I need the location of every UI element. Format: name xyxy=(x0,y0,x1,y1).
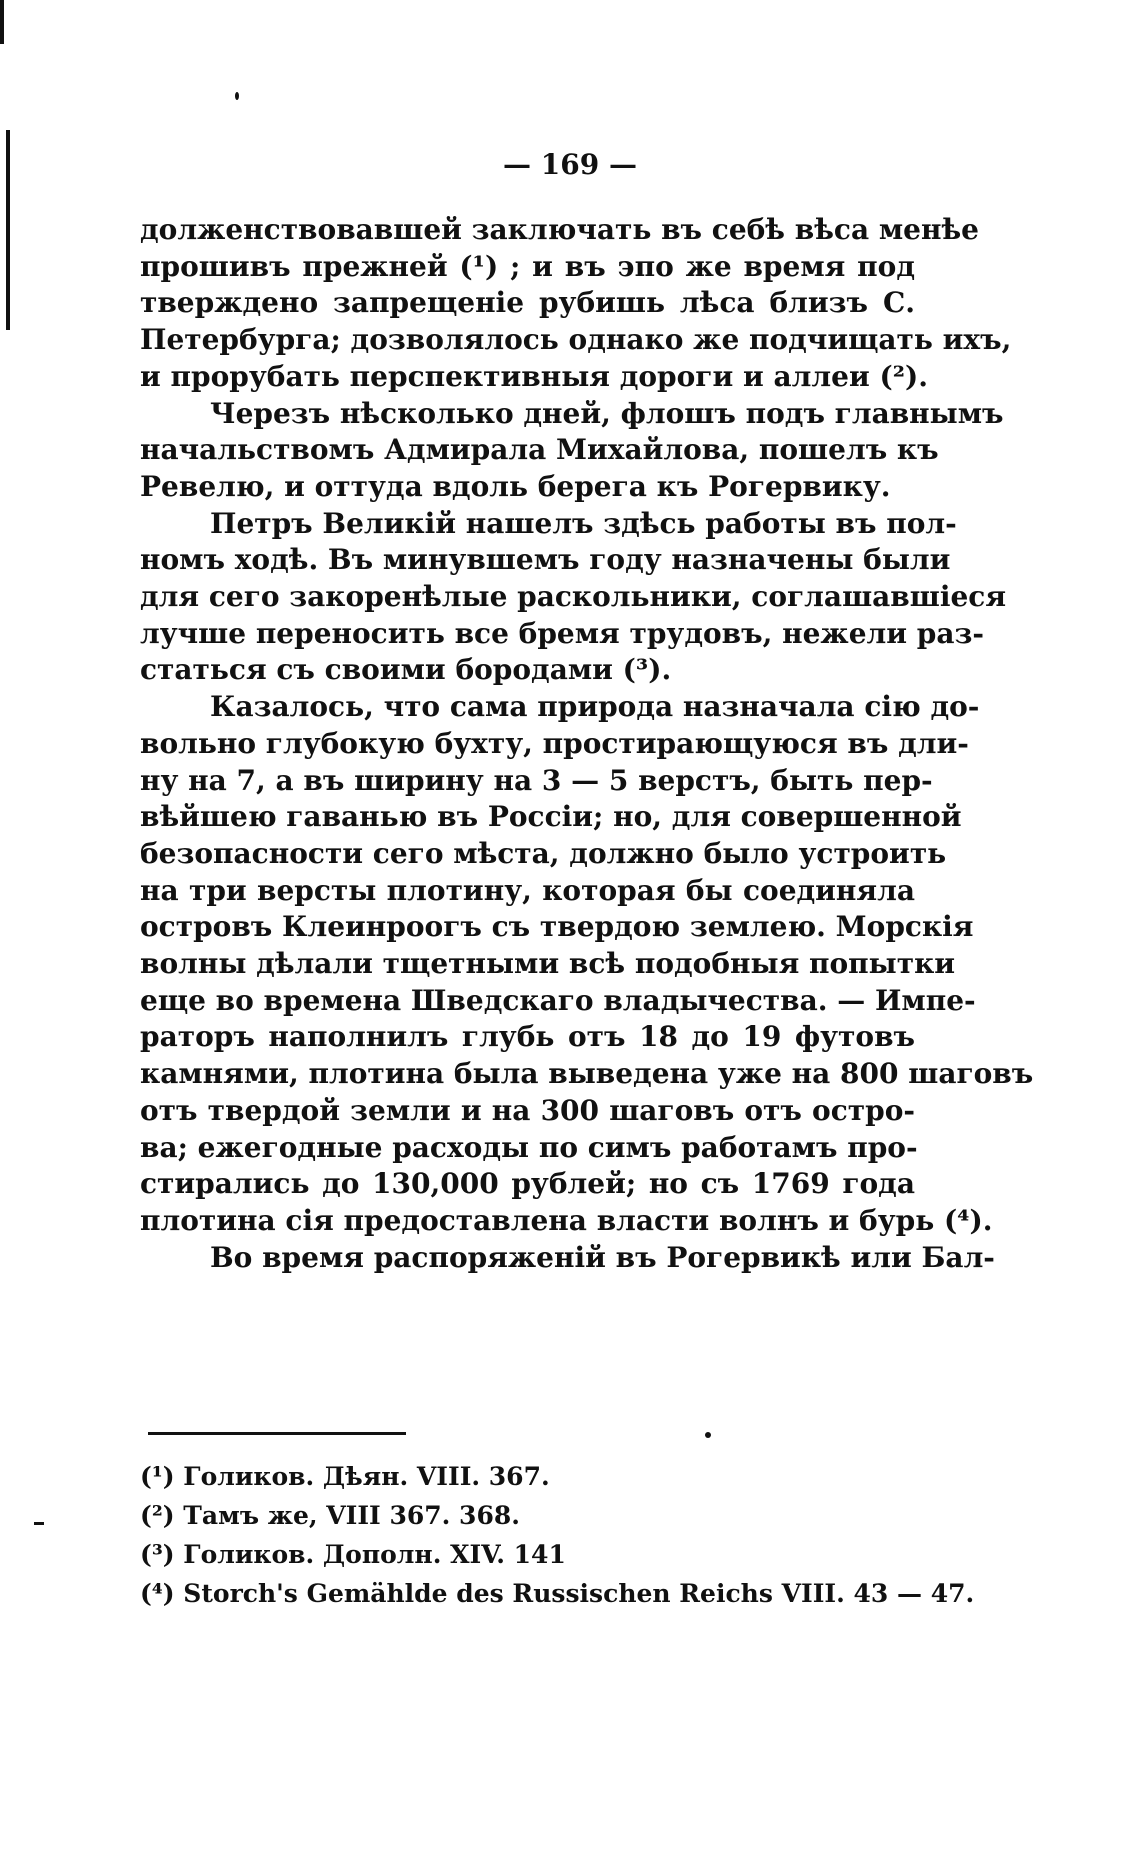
text-line: островъ Клеинроогъ съ твердою землею. Морскія xyxy=(140,910,974,944)
text-line: стирались до 130,000 рублей; но съ 1769 года xyxy=(140,1167,915,1201)
text-line: вольно глубокую бухту, простирающуюся въ дли- xyxy=(140,726,969,760)
scan-edge-mark-top xyxy=(0,0,4,44)
footnotes xyxy=(140,1457,974,1613)
text-line: Казалось, что сама природа назначала сію до- xyxy=(210,690,980,724)
body-text xyxy=(140,212,1034,1276)
margin-dash xyxy=(34,1522,44,1525)
scan-speck xyxy=(235,92,239,100)
text-line: статься съ своими бородами (³). xyxy=(140,653,672,687)
text-line: отъ твердой земли и на 300 шаговъ отъ остро- xyxy=(140,1093,915,1127)
text-line: вѣйшею гаванью въ Россіи; но, для совершенной xyxy=(140,800,962,834)
footnote-rule xyxy=(148,1432,406,1435)
text-line: Ревелю, и оттуда вдоль берега къ Рогервику. xyxy=(140,469,891,503)
text-line: Петръ Великій нашелъ здѣсь работы въ пол- xyxy=(210,506,957,540)
page-number: — 169 — xyxy=(503,148,637,181)
text-line: волны дѣлали тщетными всѣ подобныя попытки xyxy=(140,947,956,981)
text-line: для сего закоренѣлые раскольники, соглашавшіеся xyxy=(140,580,1007,614)
text-line: номъ ходѣ. Въ минувшемъ году назначены были xyxy=(140,543,951,577)
text-line: еще во времена Шведскаго владычества. — Импе- xyxy=(140,983,976,1017)
text-line: на три версты плотину, которая бы соединяла xyxy=(140,873,915,907)
footnote: (³) Голиков. Дополн. XIV. 141 xyxy=(140,1540,566,1569)
text-line: ва; ежегодные расходы по симъ работамъ про- xyxy=(140,1130,918,1164)
text-line: безопасности сего мѣста, должно было устроить xyxy=(140,836,947,870)
text-line: плотина сія предоставлена власти волнъ и бурь (⁴). xyxy=(140,1203,993,1237)
text-line: Во время распоряженій въ Рогервикѣ или Бал- xyxy=(210,1240,995,1274)
footnote: (¹) Голиков. Дѣян. VIII. 367. xyxy=(140,1462,550,1491)
text-line: камнями, плотина была выведена уже на 800 шаговъ xyxy=(140,1057,1034,1091)
text-line: тверждено запрещеніе рубишь лѣса близъ С. xyxy=(140,286,915,320)
footnote: (⁴) Storch's Gemählde des Russischen Reichs VIII. 43 — 47. xyxy=(140,1579,975,1608)
footnote-rule-dot xyxy=(705,1432,711,1438)
text-line: и прорубать перспективныя дороги и аллеи (²). xyxy=(140,359,928,393)
text-line: прошивъ прежней (¹) ; и въ эпо же время под xyxy=(140,249,915,283)
text-line: ну на 7, а въ ширину на 3 — 5 верстъ, быть пер- xyxy=(140,763,933,797)
text-line: раторъ наполнилъ глубь отъ 18 до 19 футовъ xyxy=(140,1020,915,1054)
text-line: долженствовавшей заключать въ себѣ вѣса менѣе xyxy=(140,213,979,246)
text-line: лучше переносить все бремя трудовъ, нежели раз- xyxy=(140,616,984,650)
text-line: начальствомъ Адмирала Михайлова, пошелъ къ xyxy=(140,433,939,467)
footnote: (²) Тамъ же, VIII 367. 368. xyxy=(140,1501,520,1530)
text-line: Черезъ нѣсколько дней, флошъ подъ главнымъ xyxy=(210,396,1004,430)
text-line: Петербурга; дозволялось однако же подчищать ихъ, xyxy=(140,323,1012,357)
